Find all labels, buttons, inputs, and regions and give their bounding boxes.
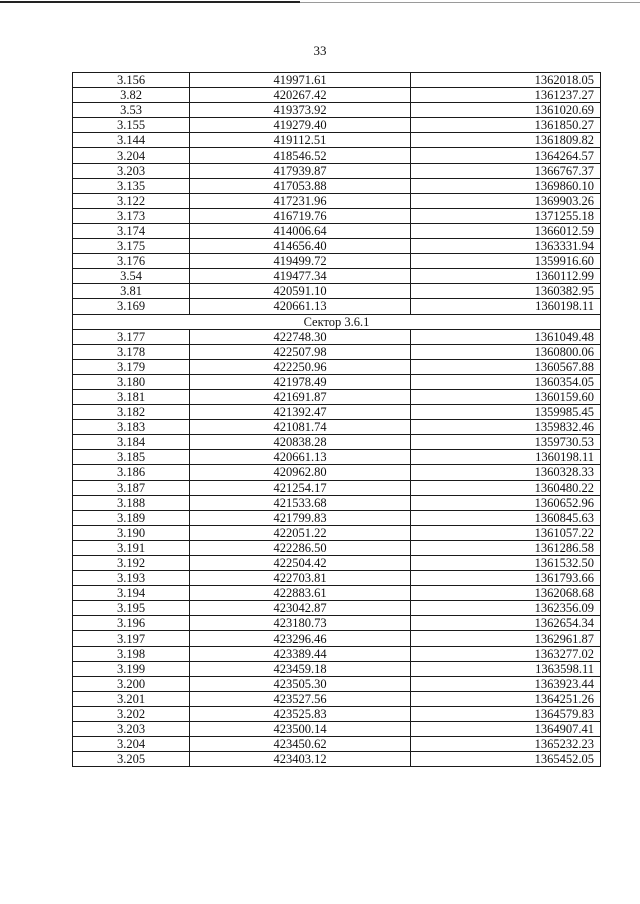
table-row [73,556,601,571]
y-coordinate-cell: 1359916.60 [411,254,601,269]
point-id-cell: 3.179 [73,359,190,374]
point-id-cell: 3.177 [73,329,190,344]
x-coordinate-cell: 420661.13 [190,299,411,314]
point-id-cell: 3.176 [73,254,190,269]
y-coordinate-cell: 1361809.82 [411,133,601,148]
y-coordinate-cell: 1359730.53 [411,435,601,450]
point-id-cell: 3.187 [73,480,190,495]
table-row [73,540,601,555]
y-coordinate-cell: 1363923.44 [411,676,601,691]
x-coordinate-cell: 423042.87 [190,601,411,616]
section-header-row [73,314,601,329]
point-id-cell: 3.186 [73,465,190,480]
y-coordinate-cell: 1360328.33 [411,465,601,480]
x-coordinate-cell: 418546.52 [190,148,411,163]
x-coordinate-cell: 420661.13 [190,450,411,465]
point-id-cell: 3.189 [73,510,190,525]
table-row [73,329,601,344]
y-coordinate-cell: 1363598.11 [411,661,601,676]
table-row [73,208,601,223]
x-coordinate-cell: 414006.64 [190,223,411,238]
point-id-cell: 3.194 [73,586,190,601]
point-id-cell: 3.183 [73,420,190,435]
point-id-cell: 3.197 [73,631,190,646]
y-coordinate-cell: 1366767.37 [411,163,601,178]
y-coordinate-cell: 1364579.83 [411,706,601,721]
y-coordinate-cell: 1360800.06 [411,344,601,359]
table-row [73,450,601,465]
table-row [73,480,601,495]
y-coordinate-cell: 1363277.02 [411,646,601,661]
y-coordinate-cell: 1360112.99 [411,269,601,284]
point-id-cell: 3.53 [73,103,190,118]
x-coordinate-cell: 420962.80 [190,465,411,480]
x-coordinate-cell: 423459.18 [190,661,411,676]
x-coordinate-cell: 423389.44 [190,646,411,661]
point-id-cell: 3.203 [73,163,190,178]
x-coordinate-cell: 419477.34 [190,269,411,284]
table-row [73,752,601,767]
x-coordinate-cell: 417053.88 [190,178,411,193]
x-coordinate-cell: 422703.81 [190,571,411,586]
point-id-cell: 3.181 [73,389,190,404]
x-coordinate-cell: 421799.83 [190,510,411,525]
coordinates-table [72,72,601,767]
table-row [73,223,601,238]
point-id-cell: 3.204 [73,737,190,752]
table-row [73,510,601,525]
x-coordinate-cell: 423527.56 [190,691,411,706]
y-coordinate-cell: 1363331.94 [411,239,601,254]
table-row [73,344,601,359]
y-coordinate-cell: 1361049.48 [411,329,601,344]
y-coordinate-cell: 1366012.59 [411,223,601,238]
table-row [73,284,601,299]
top-border-line [0,1,300,3]
point-id-cell: 3.182 [73,405,190,420]
x-coordinate-cell: 421978.49 [190,374,411,389]
y-coordinate-cell: 1365452.05 [411,752,601,767]
y-coordinate-cell: 1364907.41 [411,722,601,737]
coordinates-table-body [73,73,601,767]
x-coordinate-cell: 420838.28 [190,435,411,450]
point-id-cell: 3.195 [73,601,190,616]
table-row [73,631,601,646]
x-coordinate-cell: 423525.83 [190,706,411,721]
y-coordinate-cell: 1369903.26 [411,193,601,208]
y-coordinate-cell: 1364264.57 [411,148,601,163]
table-row [73,118,601,133]
x-coordinate-cell: 422748.30 [190,329,411,344]
point-id-cell: 3.205 [73,752,190,767]
top-border-line-faint [300,2,640,3]
x-coordinate-cell: 423450.62 [190,737,411,752]
point-id-cell: 3.81 [73,284,190,299]
x-coordinate-cell: 416719.76 [190,208,411,223]
table-row [73,495,601,510]
point-id-cell: 3.122 [73,193,190,208]
y-coordinate-cell: 1360567.88 [411,359,601,374]
point-id-cell: 3.185 [73,450,190,465]
point-id-cell: 3.204 [73,148,190,163]
point-id-cell: 3.196 [73,616,190,631]
y-coordinate-cell: 1360198.11 [411,450,601,465]
table-row [73,193,601,208]
table-row [73,254,601,269]
table-row [73,269,601,284]
x-coordinate-cell: 422504.42 [190,556,411,571]
table-row [73,571,601,586]
point-id-cell: 3.169 [73,299,190,314]
x-coordinate-cell: 422286.50 [190,540,411,555]
point-id-cell: 3.178 [73,344,190,359]
point-id-cell: 3.203 [73,722,190,737]
table-row [73,148,601,163]
table-row [73,737,601,752]
point-id-cell: 3.190 [73,525,190,540]
x-coordinate-cell: 420267.42 [190,88,411,103]
x-coordinate-cell: 417231.96 [190,193,411,208]
x-coordinate-cell: 421691.87 [190,389,411,404]
point-id-cell: 3.192 [73,556,190,571]
table-row [73,661,601,676]
y-coordinate-cell: 1359832.46 [411,420,601,435]
point-id-cell: 3.191 [73,540,190,555]
point-id-cell: 3.144 [73,133,190,148]
x-coordinate-cell: 422051.22 [190,525,411,540]
point-id-cell: 3.202 [73,706,190,721]
x-coordinate-cell: 423505.30 [190,676,411,691]
point-id-cell: 3.180 [73,374,190,389]
x-coordinate-cell: 419971.61 [190,73,411,88]
page-number: 33 [313,43,327,58]
x-coordinate-cell: 422883.61 [190,586,411,601]
table-row [73,359,601,374]
x-coordinate-cell: 419499.72 [190,254,411,269]
table-row [73,163,601,178]
y-coordinate-cell: 1371255.18 [411,208,601,223]
x-coordinate-cell: 421533.68 [190,495,411,510]
x-coordinate-cell: 417939.87 [190,163,411,178]
y-coordinate-cell: 1360198.11 [411,299,601,314]
table-row [73,178,601,193]
point-id-cell: 3.156 [73,73,190,88]
y-coordinate-cell: 1361850.27 [411,118,601,133]
y-coordinate-cell: 1362018.05 [411,73,601,88]
table-row [73,88,601,103]
point-id-cell: 3.82 [73,88,190,103]
point-id-cell: 3.184 [73,435,190,450]
x-coordinate-cell: 422507.98 [190,344,411,359]
point-id-cell: 3.175 [73,239,190,254]
point-id-cell: 3.174 [73,223,190,238]
x-coordinate-cell: 419373.92 [190,103,411,118]
x-coordinate-cell: 420591.10 [190,284,411,299]
table-row [73,73,601,88]
table-row [73,525,601,540]
x-coordinate-cell: 414656.40 [190,239,411,254]
point-id-cell: 3.135 [73,178,190,193]
y-coordinate-cell: 1362356.09 [411,601,601,616]
x-coordinate-cell: 423180.73 [190,616,411,631]
x-coordinate-cell: 422250.96 [190,359,411,374]
table-row [73,374,601,389]
table-row [73,405,601,420]
table-row [73,103,601,118]
table-row [73,586,601,601]
section-title: Сектор 3.6.1 [73,314,601,329]
point-id-cell: 3.173 [73,208,190,223]
y-coordinate-cell: 1360382.95 [411,284,601,299]
point-id-cell: 3.155 [73,118,190,133]
y-coordinate-cell: 1360845.63 [411,510,601,525]
table-row [73,239,601,254]
table-row [73,722,601,737]
y-coordinate-cell: 1364251.26 [411,691,601,706]
x-coordinate-cell: 421392.47 [190,405,411,420]
y-coordinate-cell: 1361057.22 [411,525,601,540]
table-row [73,601,601,616]
y-coordinate-cell: 1361793.66 [411,571,601,586]
y-coordinate-cell: 1360354.05 [411,374,601,389]
point-id-cell: 3.188 [73,495,190,510]
y-coordinate-cell: 1362961.87 [411,631,601,646]
y-coordinate-cell: 1361020.69 [411,103,601,118]
table-row [73,299,601,314]
y-coordinate-cell: 1361532.50 [411,556,601,571]
y-coordinate-cell: 1365232.23 [411,737,601,752]
point-id-cell: 3.54 [73,269,190,284]
table-row [73,389,601,404]
x-coordinate-cell: 419112.51 [190,133,411,148]
x-coordinate-cell: 423500.14 [190,722,411,737]
table-row [73,706,601,721]
table-row [73,676,601,691]
y-coordinate-cell: 1361237.27 [411,88,601,103]
table-row [73,420,601,435]
y-coordinate-cell: 1360159.60 [411,389,601,404]
x-coordinate-cell: 419279.40 [190,118,411,133]
x-coordinate-cell: 421254.17 [190,480,411,495]
point-id-cell: 3.201 [73,691,190,706]
y-coordinate-cell: 1359985.45 [411,405,601,420]
table-row [73,133,601,148]
x-coordinate-cell: 423296.46 [190,631,411,646]
table-row [73,646,601,661]
point-id-cell: 3.199 [73,661,190,676]
table-row [73,435,601,450]
table-row [73,616,601,631]
point-id-cell: 3.200 [73,676,190,691]
y-coordinate-cell: 1362654.34 [411,616,601,631]
y-coordinate-cell: 1360480.22 [411,480,601,495]
x-coordinate-cell: 423403.12 [190,752,411,767]
y-coordinate-cell: 1360652.96 [411,495,601,510]
table-row [73,465,601,480]
x-coordinate-cell: 421081.74 [190,420,411,435]
point-id-cell: 3.198 [73,646,190,661]
y-coordinate-cell: 1361286.58 [411,540,601,555]
y-coordinate-cell: 1362068.68 [411,586,601,601]
point-id-cell: 3.193 [73,571,190,586]
y-coordinate-cell: 1369860.10 [411,178,601,193]
table-row [73,691,601,706]
